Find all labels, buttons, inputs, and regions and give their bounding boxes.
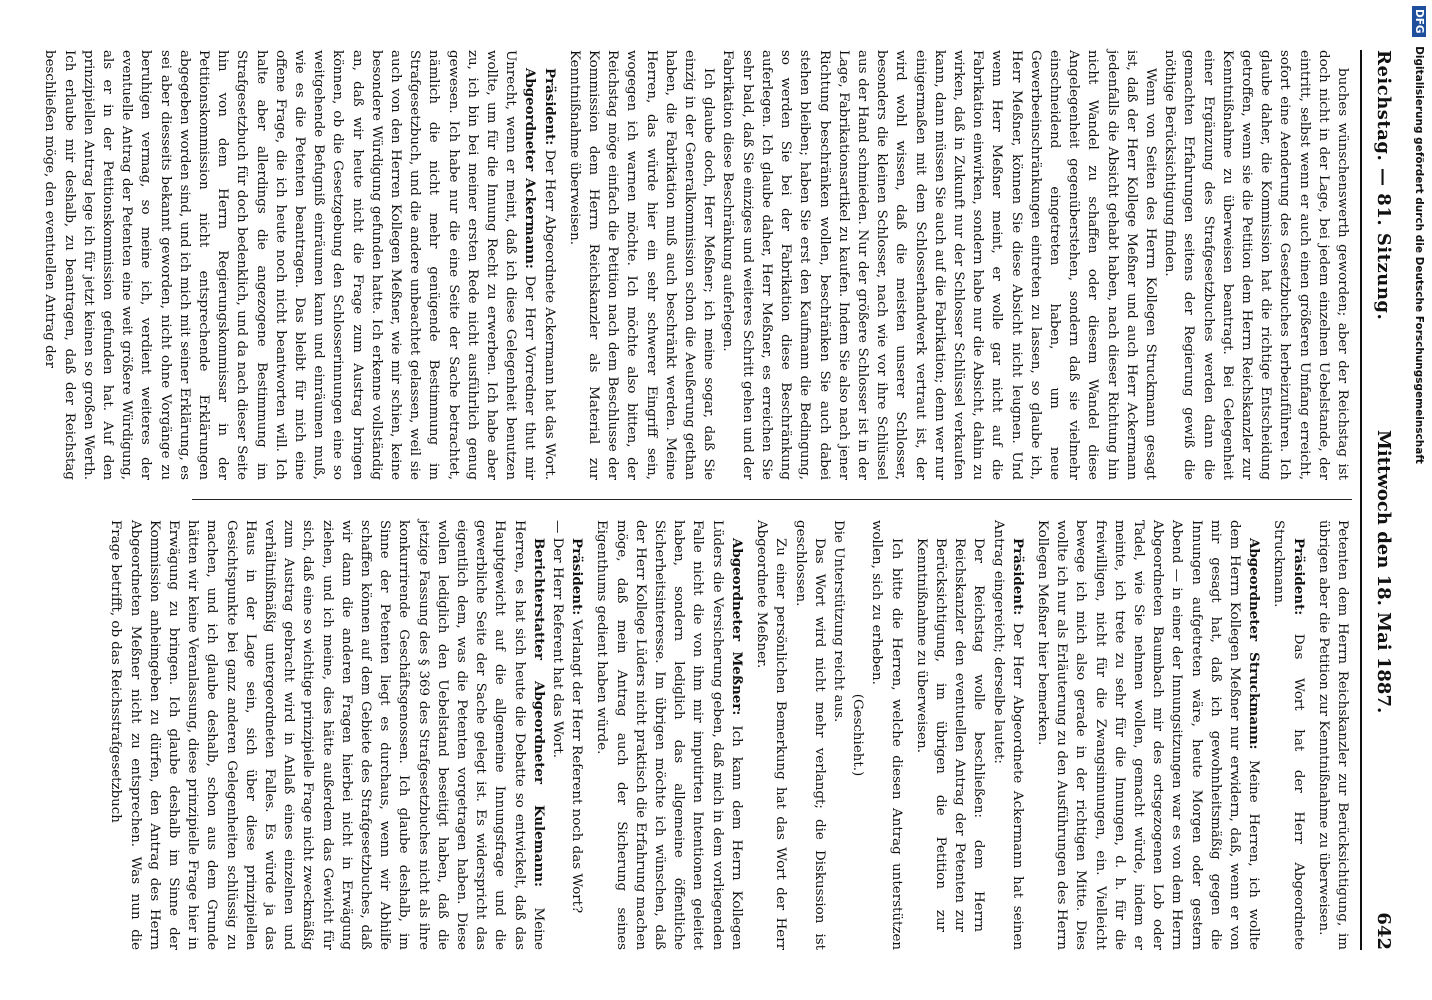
- paragraph-text: Der Herr Vorredner thut mir Unrecht, wenn er meint, daß ich diese Gelegenheit benutzen wollte, um für die Innung Recht zu erwerben. Ich habe aber zu, ich bin bei meiner ersten Rede nicht ausführlich genug gewesen. Ich habe nur die eine Seite der Sache betrachtet, nämlich die nicht mehr genügende Bestimmung im Strafgesetzbuch, und die andere unbeachtet gelassen, weil sie auch von den Herren Kollegen Meßner, wie mir schien, keine besondere Würdigung gefunden hatte. Ich erkenne vollständig an, daß wir heute nicht die Frage zum Austrag bringen können, ob die Gesetzgebung den Schlosserinnungen eine so weitgehende Befugniß einräumen kann und einräumen muß, wie es die Petenten beantragen. Das bleibt für mich eine offene Frage, die ich heute noch nicht beantworten will. Ich halte aber allerdings die angezogene Bestimmung im Strafgesetzbuch für doch bedenklich, und da nach dieser Seite hin von dem Herrn Regierungskommissar in der Petitionskommission nicht entsprechende Erklärungen abgegeben worden sind, und ich mich mit seiner Erklärung, es sei aber diesseits bekannt geworden, nicht ohne Vorgänge zu beruhigen vermag, so meine ich, verdient weiteres der eventuelle Antrag der Petenten eine weit größere Würdigung, als er in der Petitionskommission gefunden hat. Auf den prinzipiellen Antrag lege ich für jetzt keinen so großen Werth. Ich erlaube mir deshalb, zu beantragen, daß der Reichstag beschließen möge, den eventuellen Antrag der: [42, 50, 538, 480]
- paragraph-text: Der Herr Abgeordnete Ackermann hat das Wort.: [541, 145, 557, 480]
- paragraph: [752, 520, 790, 950]
- paragraph: [567, 520, 586, 950]
- paragraph: [1269, 520, 1307, 950]
- speaker-name: Abgeordneter Struckmann:: [1246, 538, 1263, 750]
- paragraph: [988, 520, 1026, 950]
- paragraph: [548, 520, 567, 950]
- paragraph-text: Meine Herren, ich wollte dem Herrn Kollegen Meßner nur erwidern, daß, wenn er von mir gesagt hat, daß ich gewohnheitsmäßig gegen die Innungen aufgetreten wäre, heute Morgen oder gestern Abend — in einer der Innungsitzungen war es von dem Herrn Abgeordneten Baumbach mir des ortsgezogenen Lob oder Tadel, wie Sie nehmen wollen, gemacht würde, indem er meinte, ich trete zu sehr für die Innungen, d. h. für die freiwilligen, nicht für die Zwangsinnungen, ein. Vielleicht bewege ich mich also gerade in der richtigen Mitte. Dies wollte ich nur als Erläuterung zu den Ausführungen des Herrn Kollegen Meßner hier bemerken.: [1034, 520, 1262, 950]
- page-number: 642: [1373, 912, 1394, 950]
- paragraph: [106, 520, 548, 950]
- paragraph: [867, 520, 905, 950]
- paragraph-text: Petenten dem Herrn Reichskanzler zur Berücksichtigung, im übrigen aber die Petition zur Kenntnißnahme zu überweisen.: [1315, 520, 1350, 950]
- left-column: [40, 50, 1352, 480]
- paragraph-text: Ich bitte die Herren, welche diesen Antrag unterstützen wollen, sich zu erheben.: [869, 520, 904, 950]
- paragraph: [539, 50, 558, 480]
- right-column: [106, 520, 1352, 950]
- paragraph-text: — Der Herr Referent hat das Wort.: [550, 520, 566, 758]
- paragraph: [1033, 520, 1263, 950]
- paragraph-text: Das Wort hat der Herr Abgeordnete Struckmann.: [1271, 520, 1306, 950]
- page-header: [1368, 50, 1394, 950]
- paragraph: [912, 520, 989, 950]
- paragraph: [848, 520, 867, 950]
- paragraph-text: Zu einer persönlichen Bemerkung hat das Wort der Herr Abgeordnete Meßner.: [754, 520, 789, 950]
- paragraph: [829, 520, 848, 950]
- dfg-logo: DFG: [1412, 6, 1426, 37]
- paragraph: [40, 50, 539, 480]
- paragraph: [718, 50, 1160, 480]
- paragraph: [790, 520, 828, 950]
- header-date: Mittwoch den 18. Mai 1887.: [1373, 430, 1394, 714]
- paragraph-text: Meine Herren, es hat sich heute die Debatte so entwickelt, daß das Hauptgewicht auf die allgemeine Innungsfrage und die gewerbliche Seite der Sache gelegt ist. Es widerspricht das eigentlich dem, was die Petenten vorgetragen haben. Diese wollen lediglich den Uebelstand beseitigt haben, daß die jetzige Fassung des § 369 des Strafgesetzbuches nicht als ihre konkurrirende Geschäftsgenossen. Ich glaube deshalb, im Sinne der Petenten liegt es durchaus, wenn wir Abhilfe schaffen können auf dem Gebiete des Strafgesetzbuches, daß wir dann die anderen Fragen hierbei nicht in Erwägung ziehen, und ich meine, dies hätte außerdem das Gewicht für sich, daß eine so wichtige prinzipielle Frage nicht zweckmäßig zum Austrag gebracht wird in Anlaß eines einzelnen und verhältnißmäßig untergeordneten Falles. Es würde ja das Haus in der Lage sein, sich über diese prinzipiellen Gesichtspunkte bei ganz anderen Gelegenheiten schlüssig zu machen, und ich glaube deshalb, schon aus dem Grunde hätten wir keine Veranlassung, diese prinzipielle Frage hier in Erwägung zu bringen. Ich glaube deshalb im Sinne der Kommission anheimgeben zu dürfen, den Antrag des Herrn Abgeordneten Meßner nicht zu entsprechen. Was nun die Frage betrifft, ob das Reichsstrafgesetzbuch: [108, 520, 546, 950]
- paragraph: [565, 50, 719, 480]
- paragraph-text: Ich kann dem Herrn Kollegen Lüders die Versicherung geben, daß mich in dem vorliegenden Falle nicht die von ihm mir imputirten Intentionen geleitet haben, sondern lediglich das allgemeine öffentliche Sicherheitsinteresse. Im übrigen möchte ich wünschen, daß der Herr Kollege Lüders nicht praktisch die Erfahrung machen möge, daß mein Antrag auch der Sicherung seines Eigenthums gedient haben würde.: [594, 520, 744, 950]
- paragraph-text: Wenn von Seiten des Herrn Kollegen Struckmann gesagt ist, daß der Herr Kollege Meßner und auch Herr Ackermann jedenfalls die Absicht gehabt haben, nach dieser Richtung hin nicht Wandel zu schaffen oder diesem Wandel diese Angelegenheit gegenüberstehen, sondern daß sie vielmehr einschneidend eingetreten haben, um neue Gewerbeeinschränkungen eintreten zu lassen, so glaube ich, Herr Meßner, können Sie diese Absicht nicht leugnen. Und wenn Herr Meßner meint, er wolle gar nicht auf die Fabrikation einwirken, sondern habe nur die Absicht, dahin zu wirken, daß in Zukunft nur der Schlosser Schlüssel verkaufen kann, dann müssen Sie auch auf die Fabrikation; denn wer nur einigermaßen mit dem Schlosserhandwerk vertraut ist, der wird wohl wissen, daß die meisten unserer Schlosser, besonders die kleinen Schlosser, nach wie vor ihre Schlüssel aus der Hand schmieden. Nur der größere Schlosser ist in der Lage, Fabrikationsartikel zu kaufen. Indem Sie also nach jener Richtung beschränken wollen, beschränken Sie auch dabei stehen bleiben; haben Sie erst den Kaufmann die Bedingung, so werden Sie bei der Fabrikation diese Beschränkung auferlegen. Ich glaube daher, Herr Meßner, es erreichen Sie sehr bald, daß Sie einziges und weiteres Schritt gehen und der Fabrikation diese Beschränkung auferlegen.: [720, 50, 1158, 480]
- speaker-name: Präsident:: [541, 68, 558, 146]
- header-rule: [1360, 50, 1362, 950]
- dfg-credit: Digitalisierung gefördert durch die Deutsche Forschungsgemeinschaft: [1413, 46, 1425, 464]
- paragraph-text: (Geschieht.): [850, 693, 866, 777]
- column-divider: [192, 499, 1352, 500]
- paragraph-text: Verlangt der Herr Referent noch das Wort?: [569, 615, 585, 914]
- speaker-name: Abgeordneter Ackermann:: [522, 68, 539, 269]
- paragraph-text: Das Wort wird nicht mehr verlangt; die Diskussion ist geschlossen.: [792, 520, 827, 950]
- paragraph-text: Ich glaube doch, Herr Meßner; ich meine sogar, daß Sie einzig in der Generalkommission schon die Aeußerung gethan haben, die Fabrikation muß auch beschränkt werden. Meine Herren, das würde hier ein sehr schwerer Eingriff sein, wogegen ich warnen möchte. Ich möchte also bitten, der Reichstag möge einfach die Petition nach dem Beschlusse der Kommission dem Herrn Reichskanzler als Material zur Kenntnißnahme überweisen.: [566, 50, 717, 480]
- paragraph-text: Die Unterstützung reicht aus.: [830, 520, 846, 723]
- speaker-name: Präsident:: [1290, 538, 1307, 616]
- speaker-name: Berichterstatter Abgeordneter Kulemann:: [530, 538, 547, 887]
- paragraph: [592, 520, 746, 950]
- speaker-name: Präsident:: [569, 538, 586, 616]
- dfg-watermark: [1412, 6, 1426, 464]
- paragraph-text: Der Reichstag wolle beschließen: dem Herrn Reichskanzler den eventuellen Antrag der Petenten zur Berücksichtigung, im übrigen die Petition zur Kenntnißnahme zu überweisen.: [913, 538, 987, 932]
- paragraph-text: buches wünschenswerth geworden; aber der Reichstag ist doch nicht in der Lage, bei jedem einzelnen Uebelstande, der eintritt, selbst wenn er auch einen größeren Umfang erreicht, sofort eine Aenderung des Gesetzbuches herbeizuführen. Ich glaube daher, die Kommission hat die richtige Entscheidung getroffen, wenn sie die Petition dem Herrn Reichskanzler zur Kenntnißnahme zu überweisen beantragt. Bei Gelegenheit einer Ergänzung des Strafgesetzbuches werden dann die gemachten Erfahrungen seitens der Regierung gewiß die nöthige Berücksichtigung finden.: [1162, 50, 1350, 480]
- paragraph-text: Der Herr Abgeordnete Ackermann hat seinen Antrag eingereicht; derselbe lautet:: [990, 520, 1025, 950]
- paragraph: [1160, 50, 1352, 480]
- speaker-name: Abgeordneter Meßner:: [728, 538, 745, 716]
- speaker-name: Präsident:: [1009, 538, 1026, 616]
- paragraph: [1314, 520, 1352, 950]
- header-left: Reichstag. — 81. Sitzung.: [1373, 50, 1394, 321]
